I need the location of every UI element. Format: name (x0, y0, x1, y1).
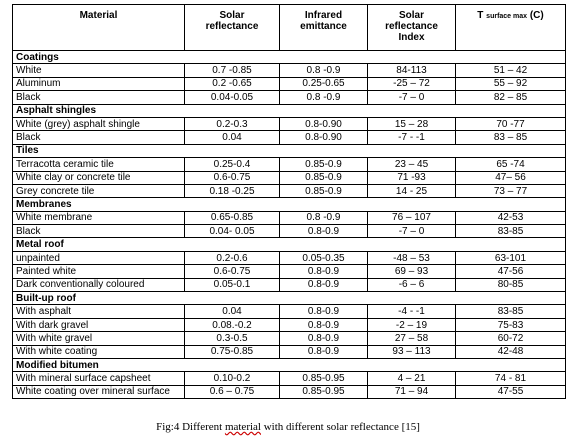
table-row (13, 184, 566, 197)
table-row (13, 305, 566, 318)
section-title: Tiles (13, 144, 566, 157)
cell-material: Black (13, 131, 185, 144)
cell-solar-reflectance: 0.04 (185, 131, 280, 144)
cell-infrared-emittance: 0.8-0.90 (280, 131, 368, 144)
cell-tsurface-max: 47– 56 (456, 171, 566, 184)
cell-tsurface-max: 65 -74 (456, 158, 566, 171)
cell-material: Grey concrete tile (13, 184, 185, 197)
table-row (13, 225, 566, 238)
cell-sri: -2 – 19 (368, 318, 456, 331)
cell-infrared-emittance: 0.85-0.9 (280, 158, 368, 171)
cell-sri: -7 – 0 (368, 225, 456, 238)
cell-infrared-emittance: 0.8 -0.9 (280, 64, 368, 77)
header-infrared-emittance-line2: emittance (300, 21, 347, 32)
section-title: Built-up roof (13, 292, 566, 305)
cell-sri: 14 - 25 (368, 184, 456, 197)
header-tsurface-t: T (477, 10, 484, 21)
table-body (13, 51, 566, 399)
cell-solar-reflectance: 0.2 -0.65 (185, 77, 280, 90)
cell-sri: 71 – 94 (368, 385, 456, 398)
cell-tsurface-max: 47-55 (456, 385, 566, 398)
header-solar-reflectance (185, 5, 280, 51)
header-sri-line2: reflectance (385, 21, 438, 32)
cell-solar-reflectance: 0.2-0.3 (185, 117, 280, 130)
cell-tsurface-max: 82 – 85 (456, 91, 566, 104)
cell-infrared-emittance: 0.8-0.9 (280, 318, 368, 331)
cell-tsurface-max: 83-85 (456, 225, 566, 238)
cell-sri: 84-113 (368, 64, 456, 77)
cell-infrared-emittance: 0.85-0.95 (280, 372, 368, 385)
cell-solar-reflectance: 0.2-0.6 (185, 251, 280, 264)
cell-tsurface-max: 80-85 (456, 278, 566, 291)
section-title: Membranes (13, 198, 566, 211)
cell-material: With dark gravel (13, 318, 185, 331)
table-row (13, 91, 566, 104)
section-row (13, 144, 566, 157)
section-title: Asphalt shingles (13, 104, 566, 117)
table-row (13, 372, 566, 385)
cell-infrared-emittance: 0.8-0.90 (280, 117, 368, 130)
cell-sri: -4 - -1 (368, 305, 456, 318)
cell-tsurface-max: 83 – 85 (456, 131, 566, 144)
header-infrared-emittance (280, 5, 368, 51)
section-title: Coatings (13, 51, 566, 64)
cell-material: Painted white (13, 265, 185, 278)
cell-tsurface-max: 42-53 (456, 211, 566, 224)
cell-solar-reflectance: 0.04 (185, 305, 280, 318)
cell-infrared-emittance: 0.8-0.9 (280, 332, 368, 345)
table-row (13, 158, 566, 171)
cell-infrared-emittance: 0.85-0.9 (280, 184, 368, 197)
cell-sri: -25 – 72 (368, 77, 456, 90)
cell-sri: -7 - -1 (368, 131, 456, 144)
cell-material: Black (13, 91, 185, 104)
cell-sri: 27 – 58 (368, 332, 456, 345)
cell-solar-reflectance: 0.6-0.75 (185, 171, 280, 184)
cell-material: With white coating (13, 345, 185, 358)
caption-flagged-word: material (224, 421, 261, 433)
cell-tsurface-max: 51 – 42 (456, 64, 566, 77)
cell-sri: 76 – 107 (368, 211, 456, 224)
cell-tsurface-max: 63-101 (456, 251, 566, 264)
cell-material: White membrane (13, 211, 185, 224)
cell-tsurface-max: 75-83 (456, 318, 566, 331)
cell-material: With asphalt (13, 305, 185, 318)
table-row (13, 385, 566, 398)
cell-tsurface-max: 42-48 (456, 345, 566, 358)
cell-solar-reflectance: 0.08.-0.2 (185, 318, 280, 331)
table-row (13, 332, 566, 345)
header-sri (368, 5, 456, 51)
cell-infrared-emittance: 0.05-0.35 (280, 251, 368, 264)
cell-infrared-emittance: 0.8-0.9 (280, 278, 368, 291)
cell-sri: -48 – 53 (368, 251, 456, 264)
section-title: Modified bitumen (13, 358, 566, 371)
header-row (13, 5, 566, 51)
header-solar-reflectance-line2: reflectance (205, 21, 259, 32)
cell-material: White clay or concrete tile (13, 171, 185, 184)
cell-infrared-emittance: 0.85-0.95 (280, 385, 368, 398)
table-row (13, 278, 566, 291)
section-title: Metal roof (13, 238, 566, 251)
table-row (13, 265, 566, 278)
cell-material: Terracotta ceramic tile (13, 158, 185, 171)
header-sri-line3: Index (398, 32, 425, 43)
table-row (13, 251, 566, 264)
cell-material: White coating over mineral surface (13, 385, 185, 398)
cell-infrared-emittance: 0.8-0.9 (280, 225, 368, 238)
cell-material: White (grey) asphalt shingle (13, 117, 185, 130)
header-tsurface-unit: (C) (529, 10, 544, 21)
caption-after: with different solar reflectance [15] (260, 421, 420, 433)
cell-tsurface-max: 74 - 81 (456, 372, 566, 385)
table-row (13, 171, 566, 184)
cell-infrared-emittance: 0.8-0.9 (280, 305, 368, 318)
cell-material: unpainted (13, 251, 185, 264)
cell-tsurface-max: 55 – 92 (456, 77, 566, 90)
table-row (13, 131, 566, 144)
cell-solar-reflectance: 0.05-0.1 (185, 278, 280, 291)
cell-sri: 23 – 45 (368, 158, 456, 171)
cell-solar-reflectance: 0.65-0.85 (185, 211, 280, 224)
cell-solar-reflectance: 0.04- 0.05 (185, 225, 280, 238)
cell-infrared-emittance: 0.8 -0.9 (280, 211, 368, 224)
figure-caption (0, 421, 576, 433)
section-row (13, 358, 566, 371)
cell-sri: 71 -93 (368, 171, 456, 184)
header-sri-line1: Solar (398, 10, 424, 21)
cell-infrared-emittance: 0.25-0.65 (280, 77, 368, 90)
cell-material: With white gravel (13, 332, 185, 345)
cell-solar-reflectance: 0.6 – 0.75 (185, 385, 280, 398)
header-material: Material (13, 5, 185, 51)
cell-solar-reflectance: 0.3-0.5 (185, 332, 280, 345)
cell-material: Aluminum (13, 77, 185, 90)
cell-infrared-emittance: 0.8-0.9 (280, 265, 368, 278)
cell-tsurface-max: 70 -77 (456, 117, 566, 130)
cell-material: With mineral surface capsheet (13, 372, 185, 385)
cell-material: White (13, 64, 185, 77)
section-row (13, 292, 566, 305)
section-row (13, 51, 566, 64)
cell-infrared-emittance: 0.85-0.9 (280, 171, 368, 184)
section-row (13, 198, 566, 211)
cell-sri: -6 – 6 (368, 278, 456, 291)
cell-sri: 4 – 21 (368, 372, 456, 385)
header-solar-reflectance-line1: Solar (219, 10, 245, 21)
cell-sri: 93 – 113 (368, 345, 456, 358)
cell-solar-reflectance: 0.7 -0.85 (185, 64, 280, 77)
cell-solar-reflectance: 0.18 -0.25 (185, 184, 280, 197)
cell-sri: 15 – 28 (368, 117, 456, 130)
table-row (13, 117, 566, 130)
section-row (13, 238, 566, 251)
cell-material: Dark conventionally coloured (13, 278, 185, 291)
table-row (13, 77, 566, 90)
cell-sri: -7 – 0 (368, 91, 456, 104)
cell-solar-reflectance: 0.25-0.4 (185, 158, 280, 171)
cell-infrared-emittance: 0.8-0.9 (280, 345, 368, 358)
cell-solar-reflectance: 0.04-0.05 (185, 91, 280, 104)
header-infrared-emittance-line1: Infrared (304, 10, 343, 21)
cell-solar-reflectance: 0.6-0.75 (185, 265, 280, 278)
cell-tsurface-max: 47-56 (456, 265, 566, 278)
section-row (13, 104, 566, 117)
solar-reflectance-table (12, 4, 566, 399)
cell-material: Black (13, 225, 185, 238)
header-tsurface-max (456, 5, 566, 51)
cell-solar-reflectance: 0.10-0.2 (185, 372, 280, 385)
caption-before: Fig:4 Different (156, 421, 225, 433)
cell-sri: 69 – 93 (368, 265, 456, 278)
table-row (13, 211, 566, 224)
table-row (13, 345, 566, 358)
cell-tsurface-max: 60-72 (456, 332, 566, 345)
table-row (13, 318, 566, 331)
cell-infrared-emittance: 0.8 -0.9 (280, 91, 368, 104)
cell-solar-reflectance: 0.75-0.85 (185, 345, 280, 358)
cell-tsurface-max: 83-85 (456, 305, 566, 318)
header-tsurface-sub: surface max (486, 13, 528, 20)
table-row (13, 64, 566, 77)
cell-tsurface-max: 73 – 77 (456, 184, 566, 197)
